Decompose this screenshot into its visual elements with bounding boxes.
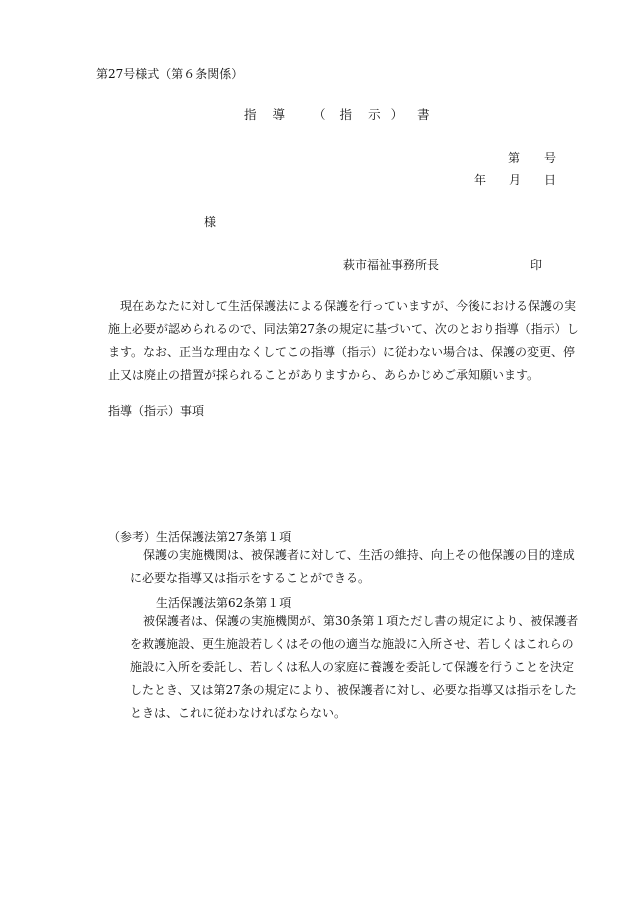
- date-line: [474, 173, 556, 187]
- title-paren-open: （: [313, 107, 326, 122]
- title-char: 書: [417, 107, 430, 122]
- article-62-line: を救護施設、更生施設若しくはその他の適当な施設に入所させ、若しくはこれらの: [130, 637, 574, 651]
- title-char: 導: [272, 107, 286, 122]
- issuer-name: 萩市福祉事務所長: [343, 258, 440, 272]
- date-day: 日: [544, 173, 557, 187]
- article-27-text: [130, 544, 575, 590]
- article-62-text: [130, 610, 578, 725]
- date-year: 年: [474, 173, 487, 187]
- form-number: 第27号様式（第６条関係）: [96, 67, 244, 81]
- body-line: ます。なお、正当な理由なくしてこの指導（指示）に従わない場合は、保護の変更、停: [108, 345, 576, 359]
- article-27-line: に必要な指導又は指示をすることができる。: [130, 571, 371, 585]
- document-title: [244, 108, 430, 122]
- article-27-line: 保護の実施機関は、被保護者に対して、生活の維持、向上その他保護の目的達成: [143, 548, 575, 562]
- body-paragraph: [108, 295, 579, 387]
- article-62-line: したとき、又は第27条の規定により、被保護者に対し、必要な指導又は指示をした: [130, 683, 577, 697]
- title-char: 指: [244, 107, 257, 122]
- article-62-line: ときは、これに従わなければならない。: [130, 706, 347, 720]
- title-char: 示: [368, 107, 381, 122]
- matters-heading: 指導（指示）事項: [108, 404, 205, 418]
- article-62-heading: 生活保護法第62条第１項: [156, 596, 292, 610]
- number-prefix: 第: [508, 151, 521, 165]
- seal-mark: 印: [530, 258, 543, 272]
- body-line: 止又は廃止の措置が採られることがありますから、あらかじめご承知願います。: [108, 368, 540, 382]
- number-suffix: 号: [544, 151, 557, 165]
- date-month: 月: [509, 173, 522, 187]
- recipient-suffix: 様: [204, 215, 217, 229]
- body-line: 現在あなたに対して生活保護法による保護を行っていますが、今後における保護の実: [108, 299, 577, 313]
- document-number-line: [508, 151, 556, 165]
- article-62-line: 被保護者は、保護の実施機関が、第30条第１項ただし書の規定により、被保護者: [143, 614, 579, 628]
- body-line: 施上必要が認められるので、同法第27条の規定に基づいて、次のとおり指導（指示）し: [108, 322, 579, 336]
- article-62-line: 施設に入所を委託し、若しくは私人の家庭に養護を委託して保護を行うことを決定: [130, 660, 575, 674]
- reference-heading: （参考）生活保護法第27条第１項: [108, 530, 292, 544]
- title-char: 指: [339, 107, 353, 122]
- title-paren-close: ）: [390, 107, 404, 122]
